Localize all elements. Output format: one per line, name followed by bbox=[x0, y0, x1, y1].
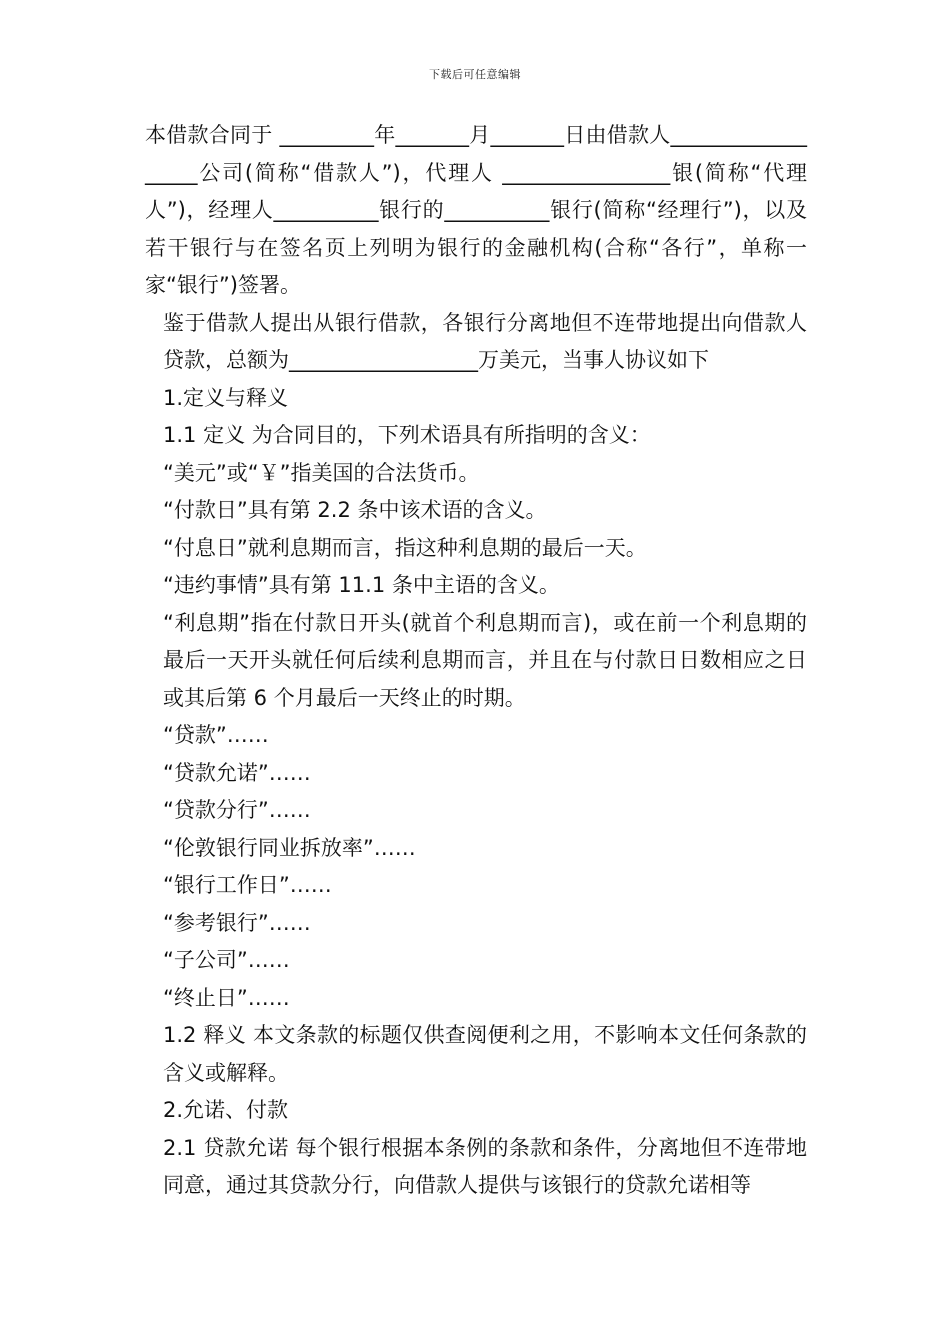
term-business-day: “银行工作日”…… bbox=[163, 873, 332, 897]
loan-commitment-clause: 2.1 贷款允诺 每个银行根据本条例的条款和条件，分离地但不连带地同意，通过其贷款分行，向借款人提供与该银行的贷款允诺相等 bbox=[163, 1135, 807, 1197]
page-header: 下载后可任意编辑 bbox=[429, 68, 521, 81]
definition-payment-day: “付款日”具有第 2.2 条中该术语的含义。 bbox=[163, 498, 547, 522]
definition-interest-period: “利息期”指在付款日开头(就首个利息期而言)，或在前一个利息期的最后一天开头就任何后续利息期而言，并且在与付款日日数相应之日或其后第 6 个月最后一天终止的时期。 bbox=[163, 610, 807, 710]
term-loan-branch: “贷款分行”…… bbox=[163, 798, 311, 822]
definition-intro: 1.1 定义 为合同目的，下列术语具有所指明的含义： bbox=[163, 423, 651, 447]
term-termination-date: “终止日”…… bbox=[163, 985, 290, 1010]
term-libor: “伦敦银行同业拆放率”…… bbox=[163, 835, 416, 860]
term-loan-commitment: “贷款允诺”…… bbox=[163, 760, 311, 785]
definition-default-event: “违约事情”具有第 11.1 条中主语的含义。 bbox=[163, 573, 560, 597]
document-body bbox=[145, 117, 807, 1205]
term-reference-bank: “参考银行”…… bbox=[163, 910, 311, 935]
section-2-title: 2.允诺、付款 bbox=[163, 1098, 289, 1122]
definition-interest-payment-day: “付息日”就利息期而言，指这种利息期的最后一天。 bbox=[163, 535, 647, 560]
term-loan: “贷款”…… bbox=[163, 723, 269, 747]
recital-paragraph: 鉴于借款人提出从银行借款，各银行分离地但不连带地提出向借款人贷款，总额为__________________万美元，当事人协议如下 bbox=[163, 310, 807, 372]
definition-dollar: “美元”或“￥”指美国的合法货币。 bbox=[163, 460, 480, 485]
section-1-title: 1.定义与释义 bbox=[163, 385, 289, 410]
contract-preamble: 本借款合同于 _________年_______月_______日由借款人__________________公司(简称“借款人”)，代理人 ________________银(简称“代理人”)，经理人__________银行的__________银行(简称“经理行”)，以及若干银行与在签名页上列明为银行的金融机构(合称“各行”，单称一家“银行”)签署。 bbox=[145, 123, 807, 297]
term-subsidiary: “子公司”…… bbox=[163, 948, 290, 972]
interpretation-clause: 1.2 释义 本文条款的标题仅供查阅便利之用，不影响本文任何条款的含义或解释。 bbox=[163, 1023, 807, 1085]
